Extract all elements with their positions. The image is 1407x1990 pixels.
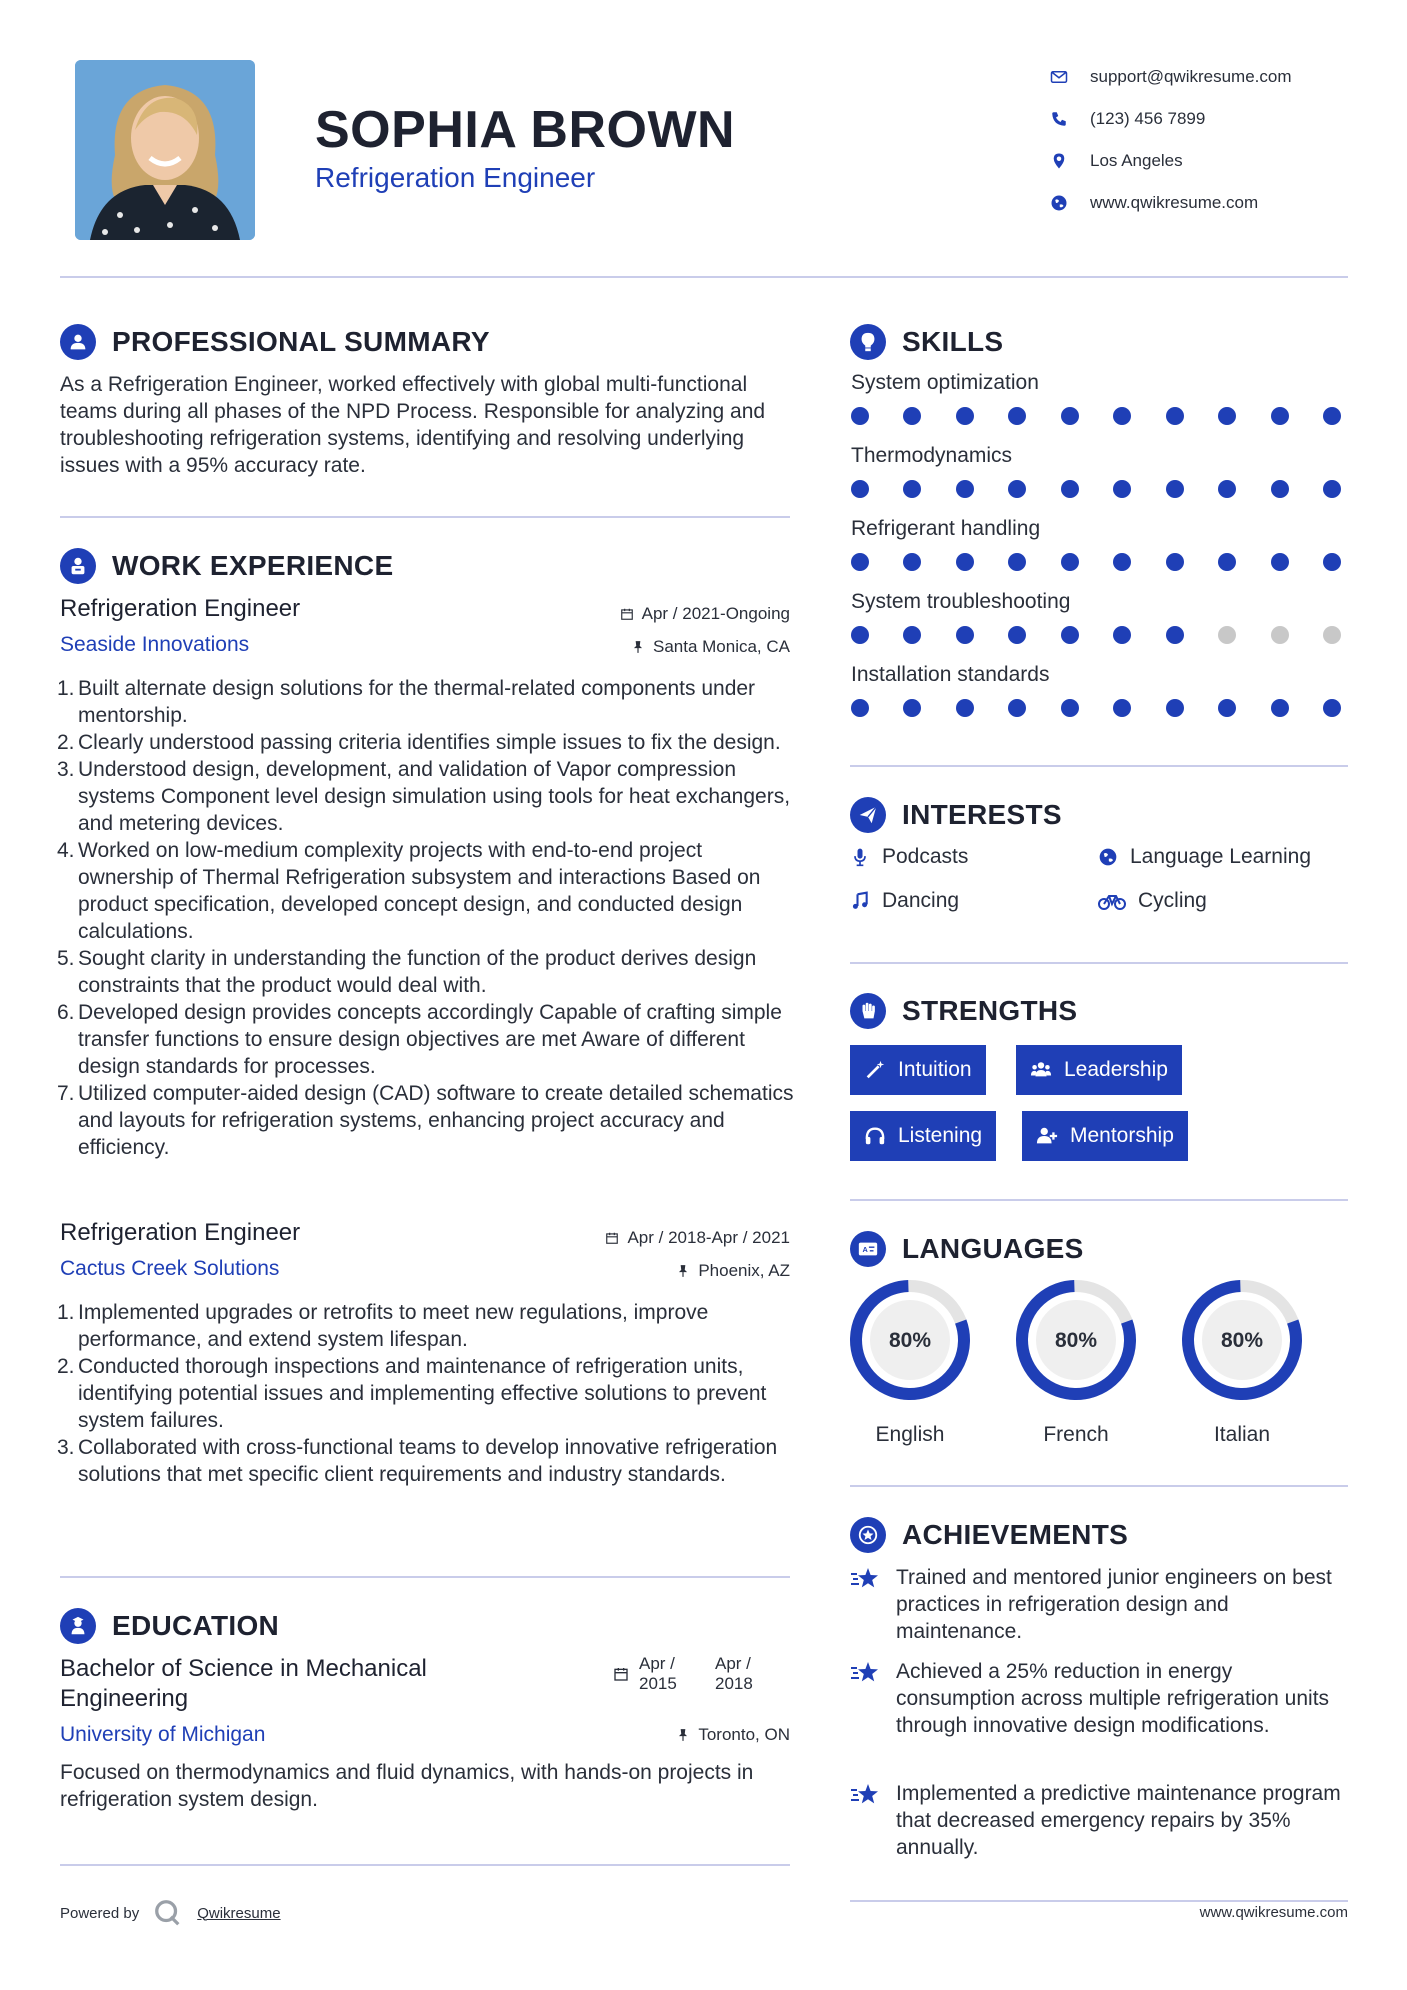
language-progress-ring bbox=[1180, 1278, 1304, 1402]
rating-dot-filled bbox=[1113, 699, 1131, 717]
skill-rating bbox=[851, 626, 1341, 644]
rating-dot-empty bbox=[1323, 626, 1341, 644]
list-item: 1. Implemented upgrades or retrofits to meet new regulations, improve performance, and extend system lifespan. bbox=[57, 1301, 709, 1351]
rating-dot-filled bbox=[1323, 407, 1341, 425]
language-percent: 80% bbox=[888, 1329, 932, 1352]
rating-dot-filled bbox=[903, 480, 921, 498]
interests-divider bbox=[850, 962, 1348, 964]
languages-divider bbox=[850, 1485, 1348, 1487]
rating-dot-filled bbox=[1271, 480, 1289, 498]
list-item: 4. Worked on low-medium complexity projects with end-to-end project ownership of Thermal Refrigeration subsystem and interactions Based on product specification, developed concept design, and conducted design calculations. bbox=[57, 839, 761, 943]
language-name: French bbox=[1043, 1423, 1109, 1446]
list-item: 1. Built alternate design solutions for the thermal-related components under mentorship. bbox=[57, 677, 756, 727]
rating-dot-filled bbox=[956, 407, 974, 425]
rating-dot-filled bbox=[1061, 553, 1079, 571]
rating-dot-filled bbox=[1271, 407, 1289, 425]
interest-cycling bbox=[1098, 889, 1207, 913]
rating-dot-filled bbox=[1323, 480, 1341, 498]
education-degree: Bachelor of Science in Mechanical Engineering bbox=[60, 1655, 427, 1712]
strength-chip bbox=[1022, 1111, 1188, 1161]
list-item: 5. Sought clarity in understanding the function of the product derives design constraints that the product would deal with. bbox=[57, 947, 757, 997]
education-end: Apr / 2018 bbox=[715, 1654, 753, 1693]
rating-dot-filled bbox=[1271, 699, 1289, 717]
skill-row bbox=[851, 663, 1341, 717]
education-dates bbox=[613, 1654, 763, 1694]
qwikresume-link[interactable]: Qwikresume bbox=[197, 1904, 281, 1922]
contact-website bbox=[1050, 182, 1370, 224]
strengths-heading bbox=[850, 993, 1077, 1029]
interest-label: Cycling bbox=[1138, 889, 1207, 912]
pushpin-icon bbox=[676, 1264, 690, 1278]
strengths-divider bbox=[850, 1199, 1348, 1201]
contact-website-text: www.qwikresume.com bbox=[1090, 193, 1259, 212]
rating-dot-filled bbox=[903, 553, 921, 571]
achievements-divider bbox=[850, 1900, 1348, 1902]
interest-label: Language Learning bbox=[1130, 845, 1312, 868]
summary-divider bbox=[60, 516, 790, 518]
candidate-role: Refrigeration Engineer bbox=[315, 162, 596, 193]
summary-heading bbox=[60, 324, 490, 360]
pushpin-icon bbox=[631, 640, 645, 654]
skill-rating bbox=[851, 480, 1341, 498]
job-2-dates bbox=[480, 1228, 790, 1248]
rating-dot-filled bbox=[851, 553, 869, 571]
achievement-item bbox=[850, 1564, 1346, 1645]
rating-dot-filled bbox=[1218, 699, 1236, 717]
education-location-text: Toronto, ON bbox=[698, 1725, 790, 1744]
star-streak-icon bbox=[850, 1660, 882, 1686]
calendar-icon bbox=[605, 1231, 619, 1245]
user-plus-icon bbox=[1036, 1125, 1058, 1147]
job-1-location-text: Santa Monica, CA bbox=[652, 637, 790, 656]
list-item: 3. Understood design, development, and validation of Vapor compression systems Component level design simulation using tools for heat exchangers, and metering devices. bbox=[57, 758, 791, 835]
bicycle-icon bbox=[1098, 891, 1126, 911]
interest-podcasts bbox=[850, 845, 968, 869]
skill-name: Refrigerant handling bbox=[851, 517, 1041, 540]
strength-label: Listening bbox=[898, 1124, 983, 1147]
contact-list bbox=[1050, 56, 1370, 224]
candidate-name: SOPHIA BROWN bbox=[315, 101, 736, 159]
lightbulb-icon bbox=[850, 324, 886, 360]
footer-powered-by bbox=[60, 1898, 281, 1928]
rating-dot-filled bbox=[1061, 699, 1079, 717]
rating-dot-filled bbox=[1113, 553, 1131, 571]
job-1-location bbox=[480, 637, 790, 657]
star-streak-icon bbox=[850, 1566, 882, 1592]
job-2-dates-text: Apr / 2018-Apr / 2021 bbox=[627, 1228, 790, 1247]
skill-name: System troubleshooting bbox=[851, 590, 1071, 613]
job-1-duties bbox=[57, 675, 795, 1161]
job-1-dates bbox=[480, 604, 790, 624]
magic-wand-icon bbox=[864, 1059, 886, 1081]
star-streak-icon bbox=[850, 1782, 882, 1808]
skill-rating bbox=[851, 553, 1341, 571]
rating-dot-filled bbox=[1218, 553, 1236, 571]
languages-list bbox=[848, 1278, 1304, 1447]
users-icon bbox=[1030, 1059, 1052, 1081]
skill-rating bbox=[851, 699, 1341, 717]
rating-dot-filled bbox=[1113, 407, 1131, 425]
rating-dot-filled bbox=[851, 626, 869, 644]
user-icon bbox=[60, 324, 96, 360]
skills-heading bbox=[850, 324, 1003, 360]
job-2-duties bbox=[57, 1299, 795, 1488]
raised-fist-icon bbox=[850, 993, 886, 1029]
strengths-title: STRENGTHS bbox=[902, 995, 1078, 1026]
rating-dot-empty bbox=[1218, 626, 1236, 644]
list-item: 3. Collaborated with cross-functional teams to develop innovative refrigeration solutions that met specific client requirements and industry standards. bbox=[57, 1436, 778, 1486]
interests-title: INTERESTS bbox=[902, 799, 1062, 830]
language-percent: 80% bbox=[1220, 1329, 1264, 1352]
job-1-dates-text: Apr / 2021-Ongoing bbox=[641, 604, 790, 623]
contact-location-text: Los Angeles bbox=[1090, 151, 1183, 170]
language-item bbox=[1180, 1278, 1304, 1447]
job-2-location bbox=[480, 1261, 790, 1281]
languages-title: LANGUAGES bbox=[902, 1233, 1084, 1264]
skills-title: SKILLS bbox=[902, 326, 1004, 357]
contact-phone bbox=[1050, 98, 1370, 140]
skill-rating bbox=[851, 407, 1341, 425]
language-card-icon bbox=[850, 1231, 886, 1267]
interest-label: Dancing bbox=[882, 889, 960, 912]
calendar-icon bbox=[620, 607, 634, 621]
experience-heading bbox=[60, 548, 393, 584]
education-heading bbox=[60, 1608, 279, 1644]
skill-row bbox=[851, 590, 1341, 644]
rating-dot-filled bbox=[1218, 480, 1236, 498]
language-item bbox=[848, 1278, 972, 1447]
rating-dot-filled bbox=[1271, 553, 1289, 571]
language-item bbox=[1014, 1278, 1138, 1447]
experience-title: WORK EXPERIENCE bbox=[112, 550, 394, 581]
contact-email-text: support@qwikresume.com bbox=[1090, 67, 1292, 86]
contact-location bbox=[1050, 140, 1370, 182]
globe-icon bbox=[1098, 847, 1118, 867]
language-name: Italian bbox=[1213, 1423, 1271, 1446]
graduate-icon bbox=[60, 1608, 96, 1644]
languages-heading bbox=[850, 1231, 1084, 1267]
summary-title: PROFESSIONAL SUMMARY bbox=[112, 326, 490, 357]
strength-label: Intuition bbox=[898, 1058, 972, 1081]
interest-dancing bbox=[850, 889, 959, 913]
strength-label: Leadership bbox=[1064, 1058, 1168, 1081]
rating-dot-filled bbox=[1166, 407, 1184, 425]
rating-dot-filled bbox=[1323, 553, 1341, 571]
contact-phone-text: (123) 456 7899 bbox=[1090, 109, 1206, 128]
summary-text: As a Refrigeration Engineer, worked effectively with global multi-functional teams during all phases of the NPD Process. Responsible for analyzing and troubleshooting refrigeration systems, identifying and resolving underlying issues with a 95% accuracy rate. bbox=[60, 373, 766, 477]
paper-plane-icon bbox=[850, 797, 886, 833]
achievements-title: ACHIEVEMENTS bbox=[902, 1519, 1129, 1550]
microphone-icon bbox=[850, 847, 870, 867]
job-1-company: Seaside Innovations bbox=[60, 633, 250, 656]
rating-dot-filled bbox=[1061, 407, 1079, 425]
achievements-heading bbox=[850, 1517, 1128, 1553]
language-progress-ring bbox=[1014, 1278, 1138, 1402]
headphones-icon bbox=[864, 1125, 886, 1147]
skill-row bbox=[851, 517, 1341, 571]
rating-dot-filled bbox=[1008, 480, 1026, 498]
education-location bbox=[480, 1725, 790, 1745]
briefcase-user-icon bbox=[60, 548, 96, 584]
rating-dot-filled bbox=[1166, 480, 1184, 498]
language-percent: 80% bbox=[1054, 1329, 1098, 1352]
strength-chip bbox=[850, 1111, 996, 1161]
strength-chip bbox=[1016, 1045, 1182, 1095]
skill-name: Thermodynamics bbox=[851, 444, 1013, 467]
education-title: EDUCATION bbox=[112, 1610, 280, 1641]
pushpin-icon bbox=[676, 1728, 690, 1742]
strength-chip bbox=[850, 1045, 986, 1095]
rating-dot-filled bbox=[1166, 626, 1184, 644]
education-divider bbox=[60, 1864, 790, 1866]
achievement-text: Achieved a 25% reduction in energy consumption across multiple refrigeration units through innovative design modifications. bbox=[896, 1660, 1330, 1737]
achievement-item bbox=[850, 1780, 1346, 1861]
list-item: 6. Developed design provides concepts accordingly Capable of crafting simple transfer functions to ensure design objectives are met Aware of different design standards for processes. bbox=[57, 1001, 782, 1078]
footer-site[interactable]: www.qwikresume.com bbox=[1199, 1904, 1348, 1921]
rating-dot-filled bbox=[956, 553, 974, 571]
contact-email bbox=[1050, 56, 1370, 98]
rating-dot-filled bbox=[1323, 699, 1341, 717]
skill-row bbox=[851, 444, 1341, 498]
rating-dot-filled bbox=[1113, 480, 1131, 498]
envelope-icon bbox=[1050, 68, 1068, 86]
interest-language-learning bbox=[1098, 845, 1311, 869]
interest-label: Podcasts bbox=[882, 845, 969, 868]
rating-dot-filled bbox=[956, 626, 974, 644]
language-name: English bbox=[875, 1423, 945, 1446]
rating-dot-filled bbox=[1008, 407, 1026, 425]
rating-dot-filled bbox=[851, 699, 869, 717]
rating-dot-filled bbox=[851, 480, 869, 498]
rating-dot-filled bbox=[1008, 553, 1026, 571]
job-2-location-text: Phoenix, AZ bbox=[698, 1261, 790, 1280]
rating-dot-empty bbox=[1271, 626, 1289, 644]
powered-by-text: Powered by bbox=[60, 1904, 140, 1922]
achievement-text: Implemented a predictive maintenance program that decreased emergency repairs by 35% annually. bbox=[896, 1782, 1341, 1859]
rating-dot-filled bbox=[1061, 480, 1079, 498]
education-start: Apr / 2015 bbox=[639, 1654, 677, 1693]
svg-text:A: A bbox=[862, 1244, 868, 1254]
experience-divider bbox=[60, 1576, 790, 1578]
skill-name: System optimization bbox=[851, 371, 1039, 394]
profile-photo bbox=[75, 60, 255, 240]
education-school: University of Michigan bbox=[60, 1723, 266, 1746]
skill-name: Installation standards bbox=[851, 663, 1050, 686]
map-pin-icon bbox=[1050, 152, 1068, 170]
rating-dot-filled bbox=[956, 699, 974, 717]
globe-icon bbox=[1050, 194, 1068, 212]
job-2-title: Refrigeration Engineer bbox=[60, 1219, 301, 1246]
rating-dot-filled bbox=[1008, 699, 1026, 717]
rating-dot-filled bbox=[903, 699, 921, 717]
list-item: 7. Utilized computer-aided design (CAD) software to create detailed schematics and layouts for refrigeration systems, enhancing project accuracy and efficiency. bbox=[57, 1082, 794, 1159]
rating-dot-filled bbox=[956, 480, 974, 498]
rating-dot-filled bbox=[1008, 626, 1026, 644]
rating-dot-filled bbox=[1166, 699, 1184, 717]
rating-dot-filled bbox=[903, 626, 921, 644]
rating-dot-filled bbox=[1113, 626, 1131, 644]
skills-divider bbox=[850, 765, 1348, 767]
calendar-icon bbox=[613, 1666, 629, 1682]
phone-icon bbox=[1050, 110, 1068, 128]
job-2-company: Cactus Creek Solutions bbox=[60, 1257, 280, 1280]
rating-dot-filled bbox=[903, 407, 921, 425]
strength-label: Mentorship bbox=[1070, 1124, 1174, 1147]
rating-dot-filled bbox=[1061, 626, 1079, 644]
list-item: 2. Conducted thorough inspections and maintenance of refrigeration units, identifying potential issues and implementing effective solutions to prevent system failures. bbox=[57, 1355, 767, 1432]
music-note-icon bbox=[850, 891, 870, 911]
skill-row bbox=[851, 371, 1341, 425]
achievement-text: Trained and mentored junior engineers on best practices in refrigeration design and maintenance. bbox=[896, 1566, 1332, 1643]
achievement-item bbox=[850, 1658, 1346, 1739]
person-portrait-image bbox=[75, 60, 255, 240]
job-1-title: Refrigeration Engineer bbox=[60, 595, 301, 622]
language-progress-ring bbox=[848, 1278, 972, 1402]
education-text: Focused on thermodynamics and fluid dynamics, with hands-on projects in refrigeration system design. bbox=[60, 1761, 754, 1811]
star-badge-icon bbox=[850, 1517, 886, 1553]
rating-dot-filled bbox=[1166, 553, 1184, 571]
qwikresume-logo-icon bbox=[153, 1898, 183, 1928]
rating-dot-filled bbox=[1218, 407, 1236, 425]
interests-heading bbox=[850, 797, 1062, 833]
list-item: 2. Clearly understood passing criteria identifies simple issues to fix the design. bbox=[57, 731, 781, 754]
rating-dot-filled bbox=[851, 407, 869, 425]
header-divider bbox=[60, 276, 1348, 278]
